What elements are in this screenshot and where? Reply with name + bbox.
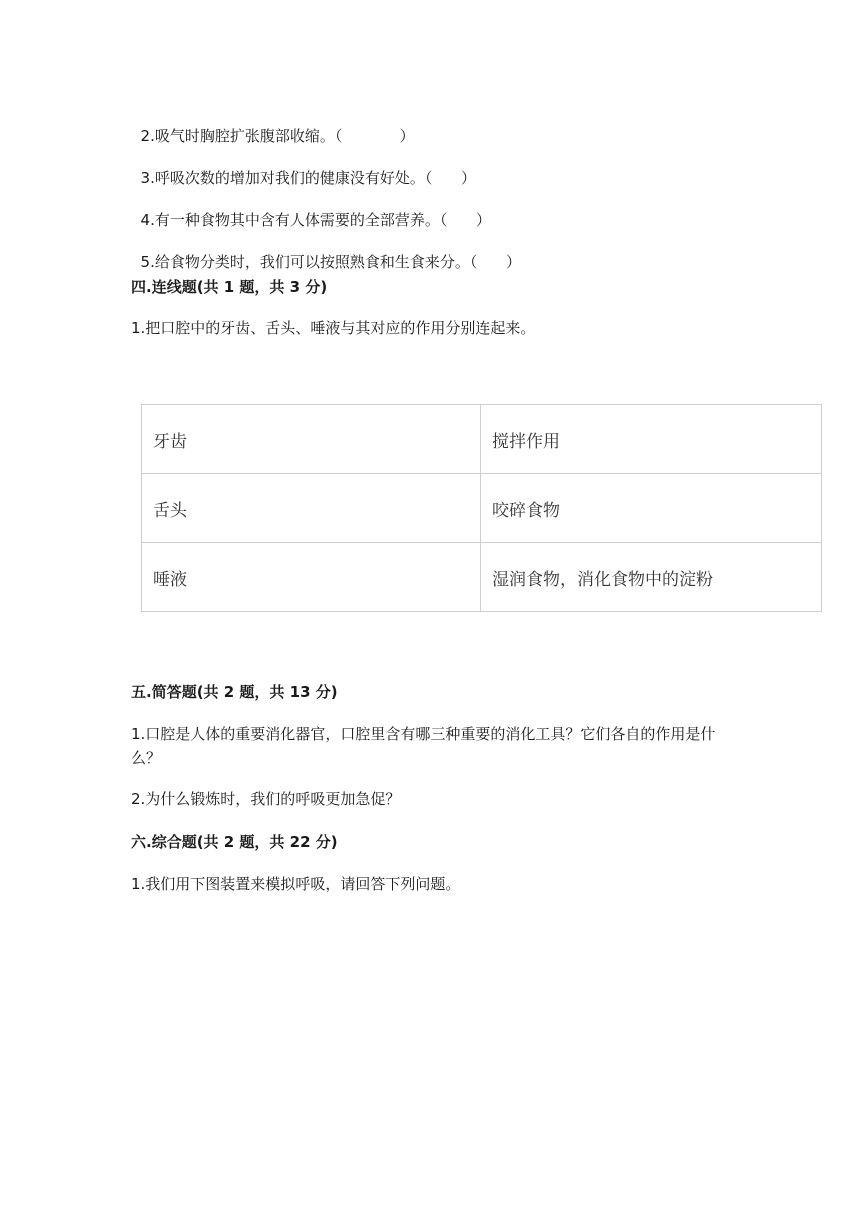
section4-question-1: 1.把口腔中的牙齿、舌头、唾液与其对应的作用分别连起来。 xyxy=(131,319,536,337)
judge-item-3 xyxy=(131,148,476,188)
section5-question-2: 2.为什么锻炼时，我们的呼吸更加急促？ xyxy=(131,790,401,808)
section5-heading: 五.简答题(共 2 题，共 13 分) xyxy=(131,683,338,701)
close-paren: ） xyxy=(460,169,476,187)
judge-item-2 xyxy=(131,106,415,146)
judge-item-text: 3.呼吸次数的增加对我们的健康没有好处。（ xyxy=(140,169,433,187)
section4-heading: 四.连线题(共 1 题，共 3 分) xyxy=(131,278,328,296)
match-left-cell[interactable]: 唾液 xyxy=(142,543,481,612)
answer-blank[interactable] xyxy=(432,169,461,187)
table-row xyxy=(142,543,822,612)
match-left-cell[interactable]: 牙齿 xyxy=(142,405,481,474)
table-row xyxy=(142,474,822,543)
answer-blank[interactable] xyxy=(342,127,399,145)
answer-blank[interactable] xyxy=(447,211,476,229)
match-right-cell[interactable]: 搅拌作用 xyxy=(481,405,822,474)
matching-table xyxy=(141,404,822,612)
table-row xyxy=(142,405,822,474)
judge-item-5 xyxy=(131,232,521,272)
section5-question-1: 1.口腔是人体的重要消化器官，口腔里含有哪三种重要的消化工具？它们各自的作用是什么？ xyxy=(131,725,716,767)
close-paren: ） xyxy=(399,127,415,145)
judge-item-text: 5.给食物分类时，我们可以按照熟食和生食来分。（ xyxy=(140,253,478,271)
match-left-cell[interactable]: 舌头 xyxy=(142,474,481,543)
close-paren: ） xyxy=(505,253,521,271)
judge-item-text: 2.吸气时胸腔扩张腹部收缩。（ xyxy=(140,127,343,145)
judge-item-4 xyxy=(131,190,491,230)
section6-heading: 六.综合题(共 2 题，共 22 分) xyxy=(131,833,338,851)
match-right-cell[interactable]: 湿润食物，消化食物中的淀粉 xyxy=(481,543,822,612)
close-paren: ） xyxy=(475,211,491,229)
judge-item-text: 4.有一种食物其中含有人体需要的全部营养。（ xyxy=(140,211,448,229)
answer-blank[interactable] xyxy=(477,253,506,271)
section6-question-1: 1.我们用下图装置来模拟呼吸，请回答下列问题。 xyxy=(131,875,461,893)
match-right-cell[interactable]: 咬碎食物 xyxy=(481,474,822,543)
